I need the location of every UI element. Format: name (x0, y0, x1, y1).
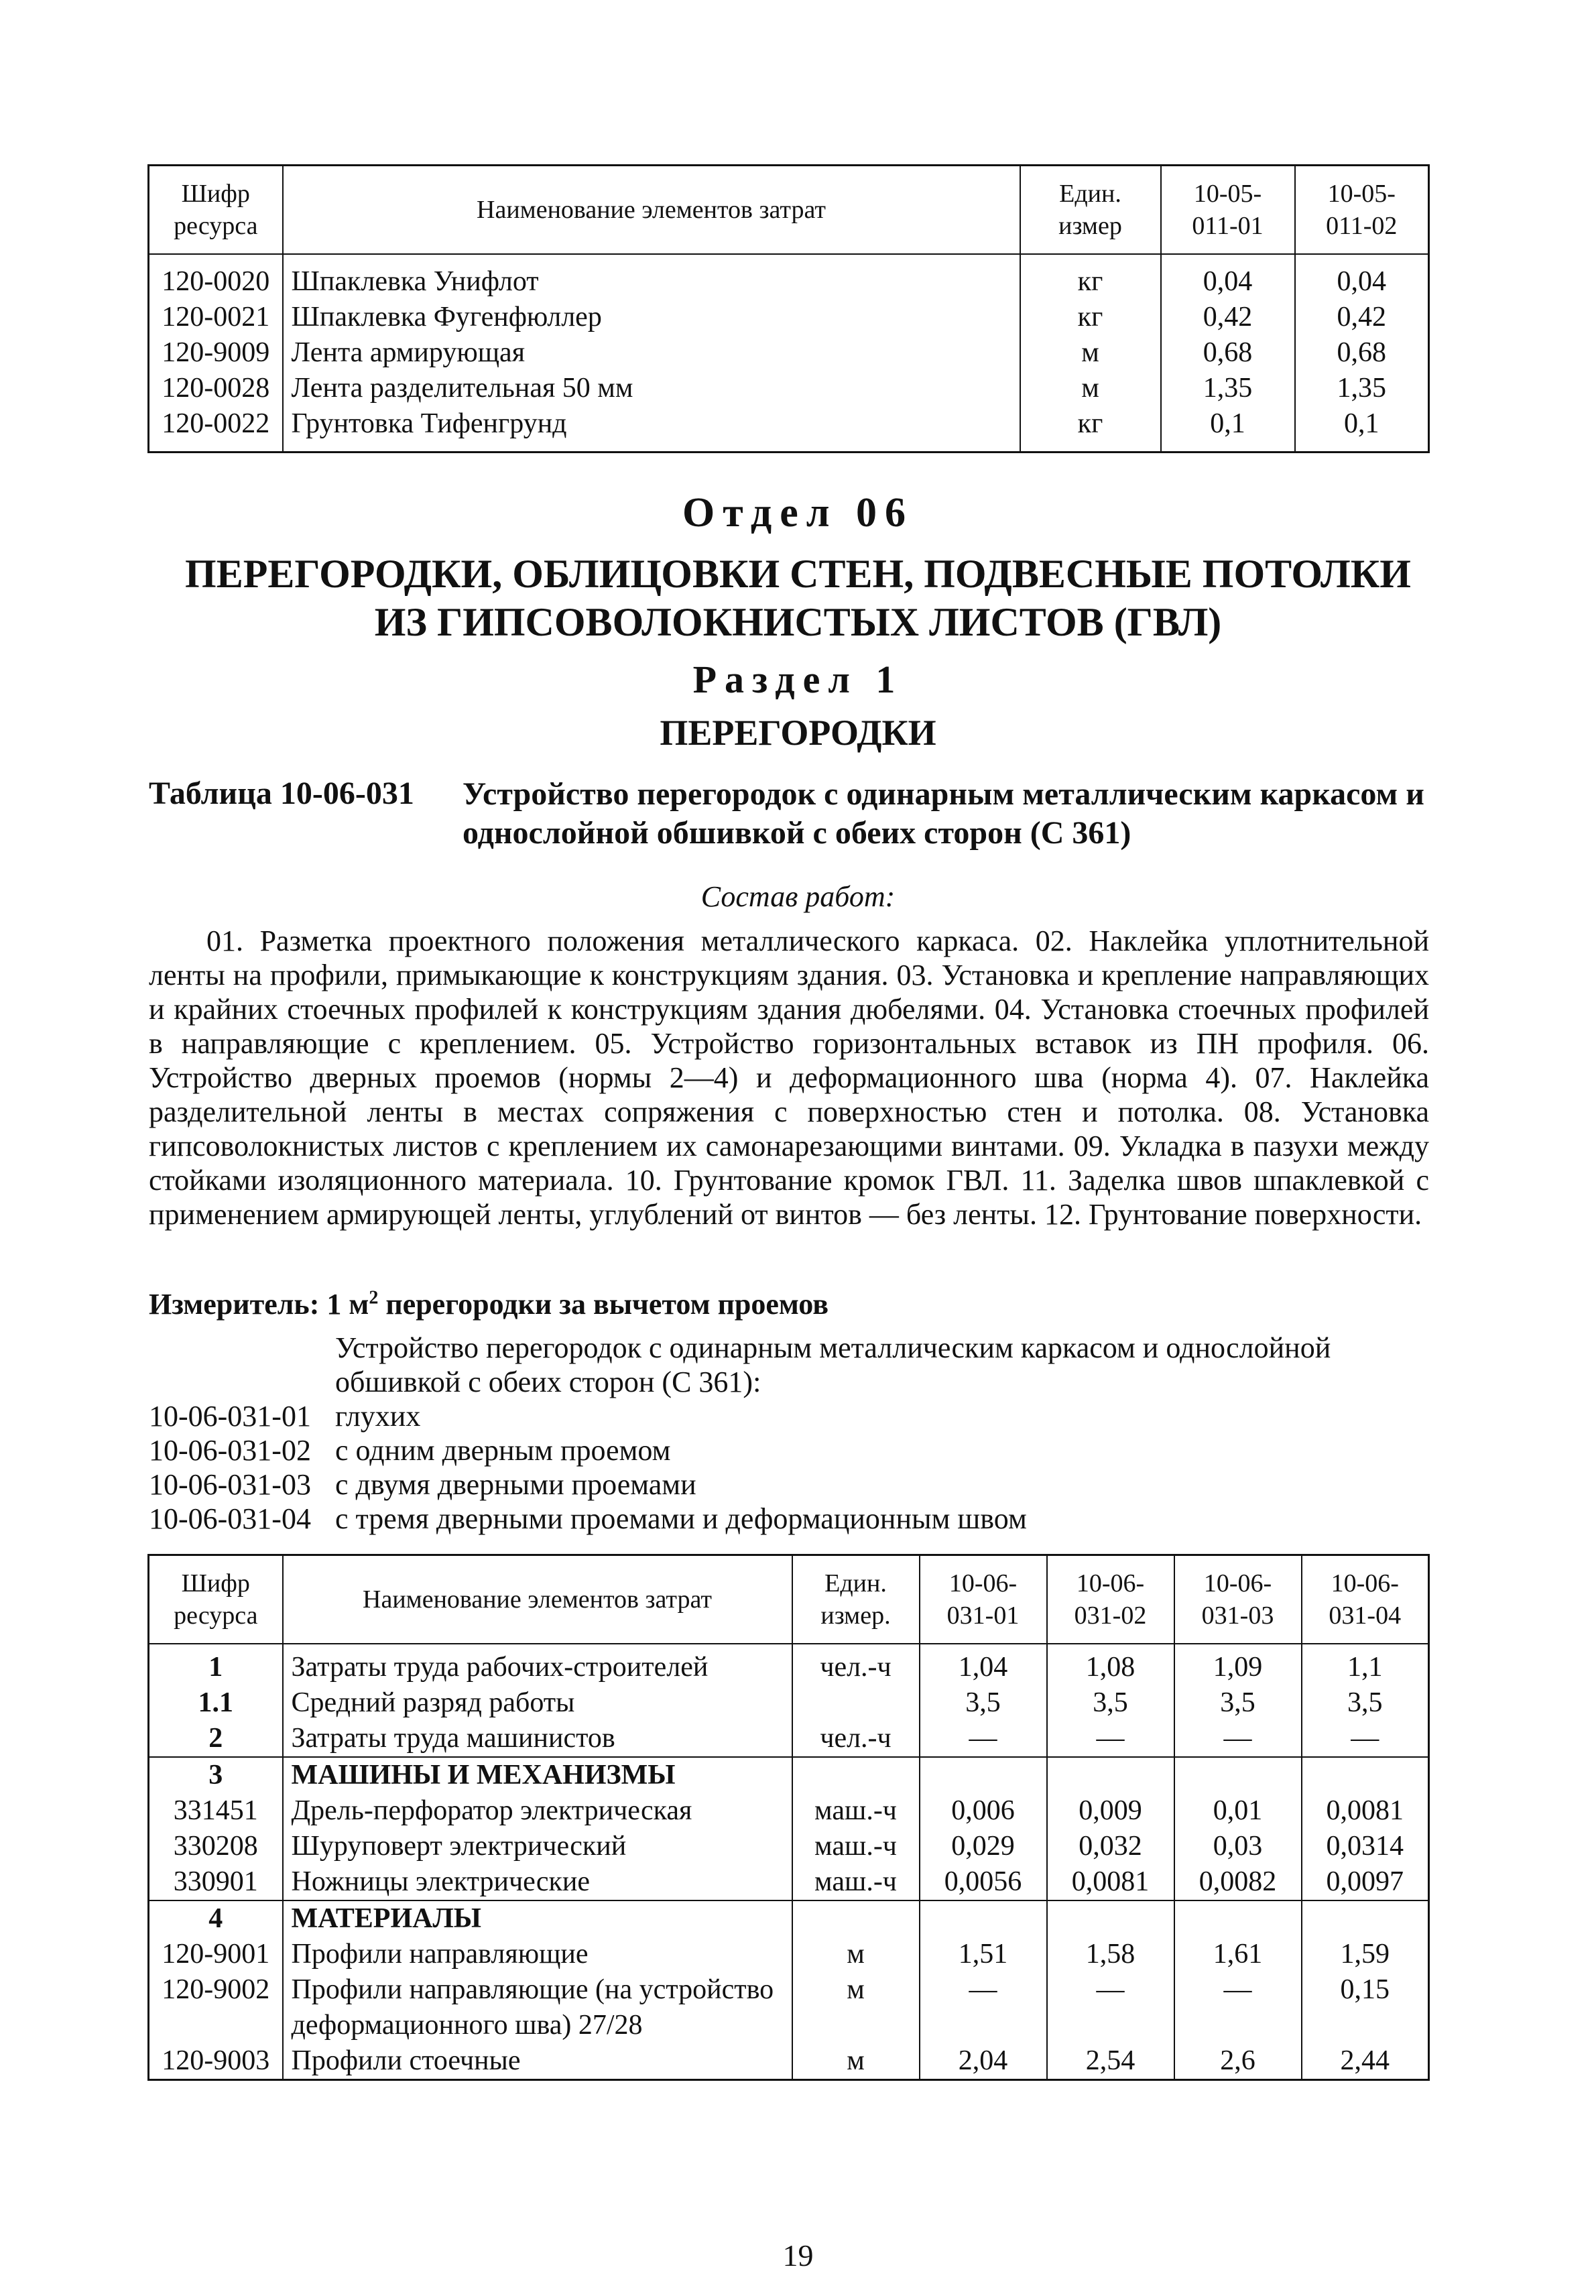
table-cell: 120-9009 (162, 337, 270, 368)
table-cell: 0,0082 (1174, 1864, 1302, 1900)
table-cell: м (1020, 335, 1161, 371)
table-cell: м (792, 1937, 920, 1972)
header-cell-line: 10-06- (1076, 1569, 1145, 1597)
header-cell (283, 166, 1020, 255)
table-cell: м (1020, 371, 1161, 406)
header-cell-line: 031-01 (946, 1602, 1020, 1630)
header-cell (1047, 1555, 1174, 1644)
table-cell (920, 1900, 1047, 1937)
section-title (0, 550, 1596, 646)
table-cell: 3,5 (1047, 1685, 1174, 1721)
table-cell: 120-0022 (162, 408, 270, 439)
table-cell: 0,1 (1161, 406, 1295, 452)
resource-table-top (147, 164, 1430, 453)
works-label: Состав работ: (700, 880, 896, 913)
table-cell (1047, 1900, 1174, 1937)
table-cell: 120-9003 (162, 2045, 270, 2076)
header-cell-line: Един. (824, 1569, 887, 1597)
norms-list (149, 1399, 1027, 1536)
header-cell (283, 1555, 792, 1644)
table-row (149, 1829, 1429, 1864)
table-cell: 0,029 (920, 1829, 1047, 1864)
header-cell-line: 031-03 (1201, 1602, 1274, 1630)
table-cell: маш.-ч (792, 1864, 920, 1900)
table-cell: Затраты труда рабочих-строителей (283, 1644, 792, 1685)
table-cell: 0,0314 (1302, 1829, 1429, 1864)
table-cell: 331451 (173, 1795, 258, 1826)
table-cell: 1,09 (1174, 1644, 1302, 1685)
header-cell (1302, 1555, 1429, 1644)
table-header-row (149, 1555, 1429, 1644)
header-cell-line: Шифр (181, 180, 250, 208)
table-cell (792, 1757, 920, 1793)
table-cell: маш.-ч (792, 1829, 920, 1864)
table-cell (920, 1757, 1047, 1793)
norm-label: с одним дверным проемом (335, 1434, 671, 1467)
header-cell (149, 1555, 283, 1644)
table-cell: 1,1 (1302, 1644, 1429, 1685)
table-cell: Затраты труда машинистов (283, 1721, 792, 1757)
table-cell: 120-9002 (162, 1974, 270, 2005)
table-cell: 1,51 (920, 1937, 1047, 1972)
table-cell: м (792, 1972, 920, 2043)
table-row (149, 1900, 1429, 1937)
table-cell: 330901 (173, 1866, 258, 1897)
table-cell: 1,58 (1047, 1937, 1174, 1972)
norm-code: 10-06-031-01 (149, 1400, 311, 1433)
table-title: Устройство перегородок с одинарным металлическим каркасом и однослойной обшивкой с обеих сторон (С 361) (463, 776, 1424, 851)
table-cell: Ножницы электрические (283, 1864, 792, 1900)
table-cell: 4 (149, 1900, 283, 1937)
norm-row (149, 1467, 1027, 1502)
table-cell: 0,0081 (1302, 1793, 1429, 1829)
table-cell: Профили направляющие (283, 1937, 792, 1972)
table-cell: Лента армирующая (283, 335, 1020, 371)
table-cell: 2,04 (920, 2043, 1047, 2080)
header-cell-line: 011-01 (1192, 212, 1264, 240)
table-row (149, 335, 1429, 371)
header-cell (1161, 166, 1295, 255)
norm-row (149, 1399, 1027, 1433)
table-cell: 1,59 (1302, 1937, 1429, 1972)
table-cell: — (1047, 1721, 1174, 1757)
table-cell: кг (1020, 300, 1161, 335)
header-cell (792, 1555, 920, 1644)
table-row (149, 1721, 1429, 1757)
table-row (149, 300, 1429, 335)
table-row (149, 1864, 1429, 1900)
subsection-title: ПЕРЕГОРОДКИ (660, 713, 936, 753)
table-row (149, 371, 1429, 406)
table-row (149, 1644, 1429, 1685)
table-row (149, 2043, 1429, 2080)
header-cell-line: 10-05- (1193, 180, 1262, 208)
measure-superscript: 2 (369, 1287, 379, 1309)
table-cell: 0,68 (1161, 335, 1295, 371)
header-cell-line: 031-04 (1329, 1602, 1402, 1630)
header-cell-line: ресурса (174, 212, 258, 240)
table-cell (1174, 1757, 1302, 1793)
table-cell: 2,44 (1302, 2043, 1429, 2080)
table-cell: Шпаклевка Унифлот (283, 254, 1020, 300)
table-cell: 0,42 (1295, 300, 1429, 335)
table-cell: 2,54 (1047, 2043, 1174, 2080)
table-row (149, 1937, 1429, 1972)
table-cell: 1,61 (1174, 1937, 1302, 1972)
table-cell: чел.-ч (792, 1644, 920, 1685)
table-cell: 3,5 (920, 1685, 1047, 1721)
page-number: 19 (782, 2238, 814, 2273)
table-cell (1302, 1757, 1429, 1793)
table-cell: 0,68 (1295, 335, 1429, 371)
table-cell: 0,006 (920, 1793, 1047, 1829)
header-cell-line: Един. (1059, 180, 1121, 208)
table-cell: Профили направляющие (на устройство деформационного шва) 27/28 (283, 1972, 792, 2043)
table-cell: 0,15 (1302, 1972, 1429, 2043)
table-cell: маш.-ч (792, 1793, 920, 1829)
table-cell: м (792, 2043, 920, 2080)
table-cell: 120-0020 (162, 266, 270, 297)
section-number: Отдел 06 (682, 490, 914, 536)
table-row (149, 1793, 1429, 1829)
norm-code: 10-06-031-04 (149, 1502, 311, 1535)
header-cell-line: Наименование элементов затрат (477, 196, 826, 224)
section-title-line: ПЕРЕГОРОДКИ, ОБЛИЦОВКИ СТЕН, ПОДВЕСНЫЕ ПОТОЛКИ (185, 552, 1411, 596)
table-cell: 1,35 (1295, 371, 1429, 406)
norm-label: глухих (335, 1400, 421, 1433)
table-cell: 0,0097 (1302, 1864, 1429, 1900)
section-title-line: ИЗ ГИПСОВОЛОКНИСТЫХ ЛИСТОВ (ГВЛ) (374, 600, 1222, 644)
table-cell: 0,0081 (1047, 1864, 1174, 1900)
table-cell: — (1302, 1721, 1429, 1757)
table-cell: кг (1020, 406, 1161, 452)
table-cell: Лента разделительная 50 мм (283, 371, 1020, 406)
table-row (149, 254, 1429, 300)
measure-unit (149, 1287, 828, 1321)
table-cell: 0,04 (1295, 254, 1429, 300)
table-cell (792, 1900, 920, 1937)
table-cell: 0,009 (1047, 1793, 1174, 1829)
header-cell-line: 031-02 (1074, 1602, 1147, 1630)
norms-intro: Устройство перегородок с одинарным металлическим каркасом и однослойной обшивкой с обеих сторон (С 361): (335, 1331, 1331, 1398)
table-cell: 2,6 (1174, 2043, 1302, 2080)
table-row (149, 1685, 1429, 1721)
header-cell-line: 10-06- (1331, 1569, 1399, 1597)
table-row (149, 1972, 1429, 2043)
measure-suffix: перегородки за вычетом проемов (378, 1288, 828, 1321)
table-cell: — (1174, 1972, 1302, 2043)
resource-table-main (147, 1554, 1430, 2081)
norm-row (149, 1502, 1027, 1536)
header-cell-line: Наименование элементов затрат (363, 1585, 712, 1614)
table-cell: 0,42 (1161, 300, 1295, 335)
table-cell: — (1047, 1972, 1174, 2043)
table-cell: — (1174, 1721, 1302, 1757)
table-label: Таблица 10-06-031 (149, 776, 414, 811)
header-cell (1020, 166, 1161, 255)
table-cell: 330208 (173, 1831, 258, 1862)
table-header-row (149, 166, 1429, 255)
table-cell: Средний разряд работы (283, 1685, 792, 1721)
table-row (149, 406, 1429, 452)
table-cell: 2 (208, 1723, 223, 1754)
table-cell: 0,04 (1161, 254, 1295, 300)
norm-label: с тремя дверными проемами и деформационным швом (335, 1502, 1027, 1535)
header-cell-line: Шифр (181, 1569, 250, 1597)
table-cell (792, 1685, 920, 1721)
norm-code: 10-06-031-03 (149, 1468, 311, 1501)
header-cell (1174, 1555, 1302, 1644)
table-cell: 3 (149, 1757, 283, 1793)
table-cell: 0,0056 (920, 1864, 1047, 1900)
table-cell: 1,04 (920, 1644, 1047, 1685)
table-cell: Грунтовка Тифенгрунд (283, 406, 1020, 452)
table-cell: 120-9001 (162, 1939, 270, 1970)
table-cell: 1 (208, 1652, 223, 1683)
works-description: 01. Разметка проектного положения металлического каркаса. 02. Наклейка уплотнительной ленты на профили, примыкающие к конструкциям здания. 03. Установка и крепление направляющих и крайних стоечных профилей к конструкциям здания дюбелями. 04. Установка стоечных профилей в направляющие с креплением. 05. Устройство горизонтальных вставок из ПН профиля. 06. Устройство дверных проемов (нормы 2—4) и деформационного шва (норма 4). 07. Наклейка разделительной ленты в местах сопряжения с поверхностью стен и потолка. 08. Установка гипсоволокнистых листов с креплением их самонарезающими винтами. 09. Укладка в пазухи между стойками изоляционного материала. 10. Грунтование кромок ГВЛ. 11. Заделка швов шпаклевкой с применением армирующей ленты, углублений от винтов — без ленты. 12. Грунтование поверхности. (149, 924, 1429, 1231)
header-cell-line: 10-05- (1327, 180, 1396, 208)
table-cell: — (920, 1972, 1047, 2043)
table-cell: Шпаклевка Фугенфюллер (283, 300, 1020, 335)
table-cell (1047, 1757, 1174, 1793)
table-cell: 1.1 (198, 1687, 233, 1718)
table-cell (1302, 1900, 1429, 1937)
header-cell-line: 10-06- (1203, 1569, 1272, 1597)
table-cell: 0,01 (1174, 1793, 1302, 1829)
table-cell: 0,032 (1047, 1829, 1174, 1864)
norm-label: с двумя дверными проемами (335, 1468, 696, 1501)
table-cell: 3,5 (1302, 1685, 1429, 1721)
table-cell: Шуруповерт электрический (283, 1829, 792, 1864)
header-cell (1295, 166, 1429, 255)
table-cell: 120-0021 (162, 302, 270, 333)
table-cell (1174, 1900, 1302, 1937)
table-cell: 0,03 (1174, 1829, 1302, 1864)
table-cell: Профили стоечные (283, 2043, 792, 2080)
norm-row (149, 1433, 1027, 1467)
header-cell (920, 1555, 1047, 1644)
header-cell-line: измер. (820, 1602, 891, 1630)
norm-code: 10-06-031-02 (149, 1434, 311, 1467)
table-cell: Дрель-перфоратор электрическая (283, 1793, 792, 1829)
table-cell: МАШИНЫ И МЕХАНИЗМЫ (283, 1757, 792, 1793)
header-cell-line: 10-06- (948, 1569, 1018, 1597)
measure-prefix: Измеритель: 1 м (149, 1288, 369, 1321)
subsection-number: Раздел 1 (692, 658, 904, 701)
table-cell: 0,1 (1295, 406, 1429, 452)
table-cell: чел.-ч (792, 1721, 920, 1757)
table-cell: — (920, 1721, 1047, 1757)
header-cell-line: измер (1058, 212, 1122, 240)
header-cell-line: ресурса (174, 1602, 258, 1630)
table-cell: 1,35 (1161, 371, 1295, 406)
table-cell: 3,5 (1174, 1685, 1302, 1721)
table-cell: 1,08 (1047, 1644, 1174, 1685)
header-cell-line: 011-02 (1326, 212, 1398, 240)
table-cell: МАТЕРИАЛЫ (283, 1900, 792, 1937)
table-row (149, 1757, 1429, 1793)
table-cell: кг (1020, 254, 1161, 300)
table-cell: 120-0028 (162, 373, 270, 404)
header-cell (149, 166, 283, 255)
